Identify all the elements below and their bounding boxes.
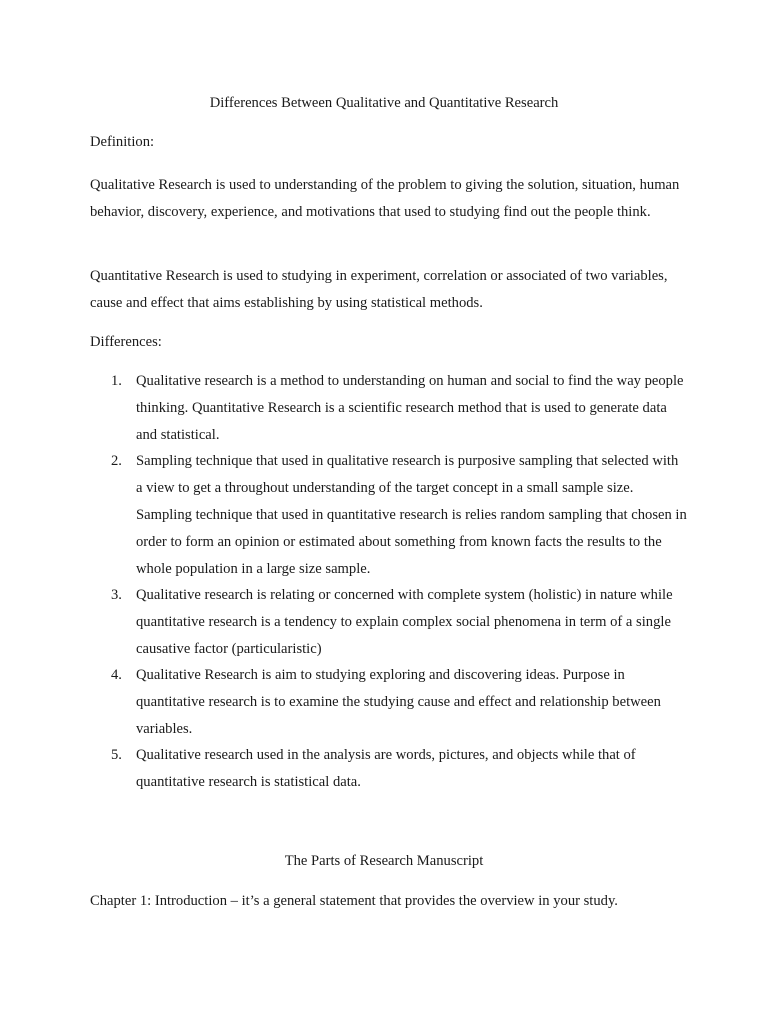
list-item [0, 742, 768, 796]
list-item-number: 3. [111, 587, 122, 603]
list-item-number: 4. [111, 667, 122, 683]
list-item-number: 1. [111, 373, 122, 389]
list-item-text: Sampling technique that used in qualitative research is purposive sampling that selected with a view to get a throughout understanding of the target concept in a small sample size. Sampling technique that used in quantitative research is relies random sampling that chosen in order to form an opinion or estimated about something from known facts the results to the whole population in a large size sample. [136, 453, 687, 577]
chapter-1-paragraph: Chapter 1: Introduction – it’s a general statement that provides the overview in your study. [90, 893, 618, 909]
list-item [0, 582, 768, 662]
list-item-number: 2. [111, 453, 122, 469]
list-item [0, 368, 768, 448]
list-item-text: Qualitative research is relating or concerned with complete system (holistic) in nature while quantitative research is a tendency to explain complex social phenomena in term of a single causative factor (particularistic) [136, 587, 673, 657]
list-item-text: Qualitative research is a method to understanding on human and social to find the way people thinking. Quantitative Research is a scientific research method that is used to generate data and statistical. [136, 373, 684, 443]
definition-heading: Definition: [90, 134, 155, 150]
list-item-text: Qualitative research used in the analysis are words, pictures, and objects while that of quantitative research is statistical data. [136, 747, 636, 790]
differences-heading: Differences: [90, 334, 162, 350]
list-item-number: 5. [111, 747, 122, 763]
differences-list [0, 368, 768, 796]
section-title: The Parts of Research Manuscript [284, 853, 484, 869]
list-item [0, 448, 768, 582]
list-item [0, 662, 768, 742]
document-title: Differences Between Qualitative and Quantitative Research [209, 95, 559, 111]
qualitative-definition: Qualitative Research is used to understanding of the problem to giving the solution, situation, human behavior, discovery, experience, and motivations that used to studying find out the people think. [90, 177, 680, 220]
list-item-text: Qualitative Research is aim to studying exploring and discovering ideas. Purpose in quantitative research is to examine the studying cause and effect and relationship between variables. [136, 667, 661, 737]
quantitative-definition: Quantitative Research is used to studying in experiment, correlation or associated of two variables, cause and effect that aims establishing by using statistical methods. [90, 268, 668, 311]
